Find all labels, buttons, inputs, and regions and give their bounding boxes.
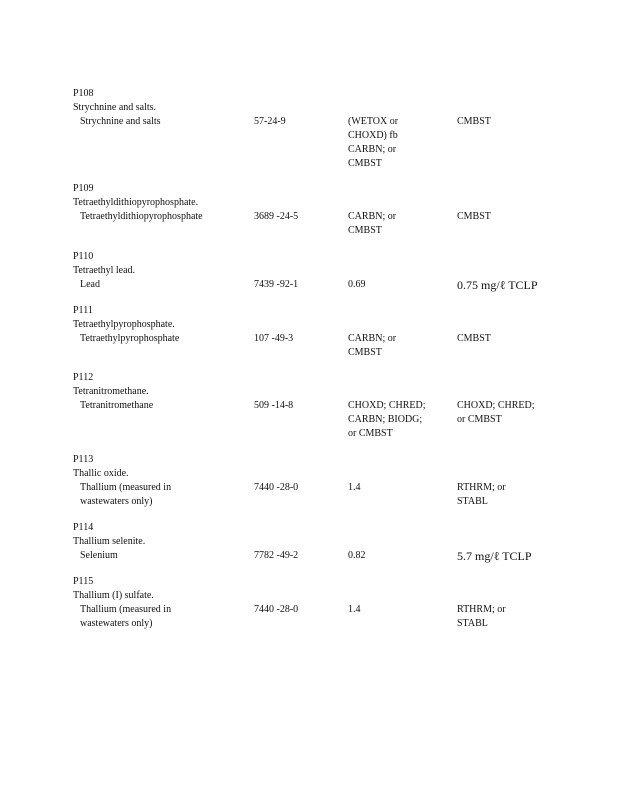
cas-number: 7782 -49-2	[254, 550, 299, 561]
waste-title: Tetraethyldithiopyrophosphate.	[73, 197, 199, 208]
waste-entry-p108	[73, 87, 593, 169]
cas-number: 7440 -28-0	[254, 482, 299, 493]
wastewater-standard: CHOXD; CHRED; CARBN; BIODG; or CMBST	[348, 400, 426, 439]
constituent-name: Thallium (measured in wastewaters only)	[80, 482, 172, 507]
waste-code: P110	[73, 251, 94, 262]
wastewater-standard: 0.82	[348, 550, 366, 561]
waste-entry-p113	[73, 453, 593, 507]
cas-number: 7440 -28-0	[254, 604, 299, 615]
wastewater-standard: CARBN; or CMBST	[348, 333, 397, 358]
waste-entry-p112	[73, 371, 593, 439]
waste-title: Tetraethylpyrophosphate.	[73, 319, 175, 330]
waste-title: Tetraethyl lead.	[73, 265, 136, 276]
waste-code: P112	[73, 372, 94, 383]
waste-title: Thallic oxide.	[73, 468, 129, 479]
constituent-name: Strychnine and salts	[80, 116, 161, 127]
nonwastewater-standard: CMBST	[457, 211, 491, 222]
waste-code: P108	[73, 88, 94, 99]
nonwastewater-standard: RTHRM; or STABL	[457, 604, 506, 629]
waste-entry-p109	[73, 182, 593, 236]
wastewater-standard: 0.69	[348, 279, 366, 290]
waste-title: Strychnine and salts.	[73, 102, 157, 113]
waste-entry-p111	[73, 304, 593, 358]
wastewater-standard: 1.4	[348, 604, 361, 615]
cas-number: 3689 -24-5	[254, 211, 299, 222]
waste-code: P115	[73, 576, 94, 587]
constituent-name: Selenium	[80, 550, 118, 561]
nonwastewater-standard: CHOXD; CHRED; or CMBST	[457, 400, 535, 425]
waste-entry-p114	[73, 521, 593, 563]
waste-code: P113	[73, 454, 94, 465]
constituent-name: Tetraethyldithiopyrophosphate	[80, 211, 203, 222]
wastewater-standard: (WETOX or CHOXD) fb CARBN; or CMBST	[348, 116, 399, 169]
wastewater-standard: 1.4	[348, 482, 361, 493]
cas-number: 107 -49-3	[254, 333, 294, 344]
nonwastewater-standard: RTHRM; or STABL	[457, 482, 506, 507]
constituent-name: Tetranitromethane	[80, 400, 154, 411]
constituent-name: Lead	[80, 279, 100, 290]
nonwastewater-standard: 0.75 mg/ℓ TCLP	[457, 278, 538, 292]
waste-title: Tetranitromethane.	[73, 386, 149, 397]
cas-number: 57-24-9	[254, 116, 286, 127]
waste-title: Thallium (I) sulfate.	[73, 590, 154, 601]
nonwastewater-standard: 5.7 mg/ℓ TCLP	[457, 549, 532, 563]
waste-code: P111	[73, 305, 93, 316]
waste-code: P109	[73, 183, 94, 194]
nonwastewater-standard: CMBST	[457, 333, 491, 344]
nonwastewater-standard: CMBST	[457, 116, 491, 127]
constituent-name: Thallium (measured in wastewaters only)	[80, 604, 172, 629]
waste-code: P114	[73, 522, 94, 533]
wastewater-standard: CARBN; or CMBST	[348, 211, 397, 236]
cas-number: 509 -14-8	[254, 400, 294, 411]
constituent-name: Tetraethylpyrophosphate	[80, 333, 180, 344]
waste-entry-p110	[73, 250, 593, 292]
waste-entry-p115	[73, 575, 593, 629]
waste-title: Thallium selenite.	[73, 536, 146, 547]
cas-number: 7439 -92-1	[254, 279, 299, 290]
